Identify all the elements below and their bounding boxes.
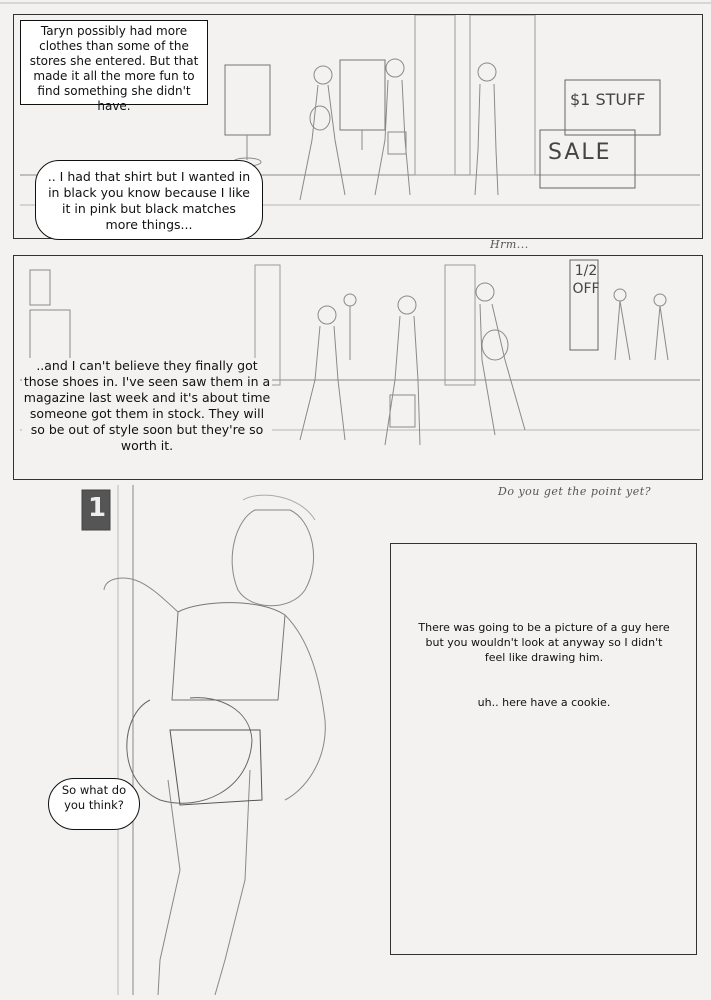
door-number: 1 <box>88 493 107 523</box>
panel2-aside: Hrm... <box>490 238 529 251</box>
panel4-cookie-line: uh.. here have a cookie. <box>477 696 611 709</box>
panel3-scenery <box>82 485 325 995</box>
dollar-stuff-sign: $1 STUFF <box>570 90 646 109</box>
aside-do-you-get-it: Do you get the point yet? <box>498 485 652 498</box>
panel2-narration: ..and I can't believe they finally got those shoes in. I've seen saw them in a magazine last week and it's about time someone got them in stock. They will so be out of style soon but they're so worth it. <box>22 358 272 470</box>
half-off-sign: 1/2 OFF <box>572 263 600 297</box>
panel1-speech-bubble: .. I had that shirt but I wanted in in black you know because I like it in pink but black matches more things... <box>35 160 263 240</box>
panel3-speech-bubble: So what do you think? <box>48 778 140 830</box>
panel4-note: There was going to be a picture of a guy here but you wouldn't look at anyway so I didn't feel like drawing him. <box>418 621 670 664</box>
panel1-caption: Taryn possibly had more clothes than some of the stores she entered. But that made it all the more fun to find something she didn't have. <box>20 20 208 105</box>
panel-4 <box>390 543 697 955</box>
sale-sign: SALE <box>548 140 612 165</box>
